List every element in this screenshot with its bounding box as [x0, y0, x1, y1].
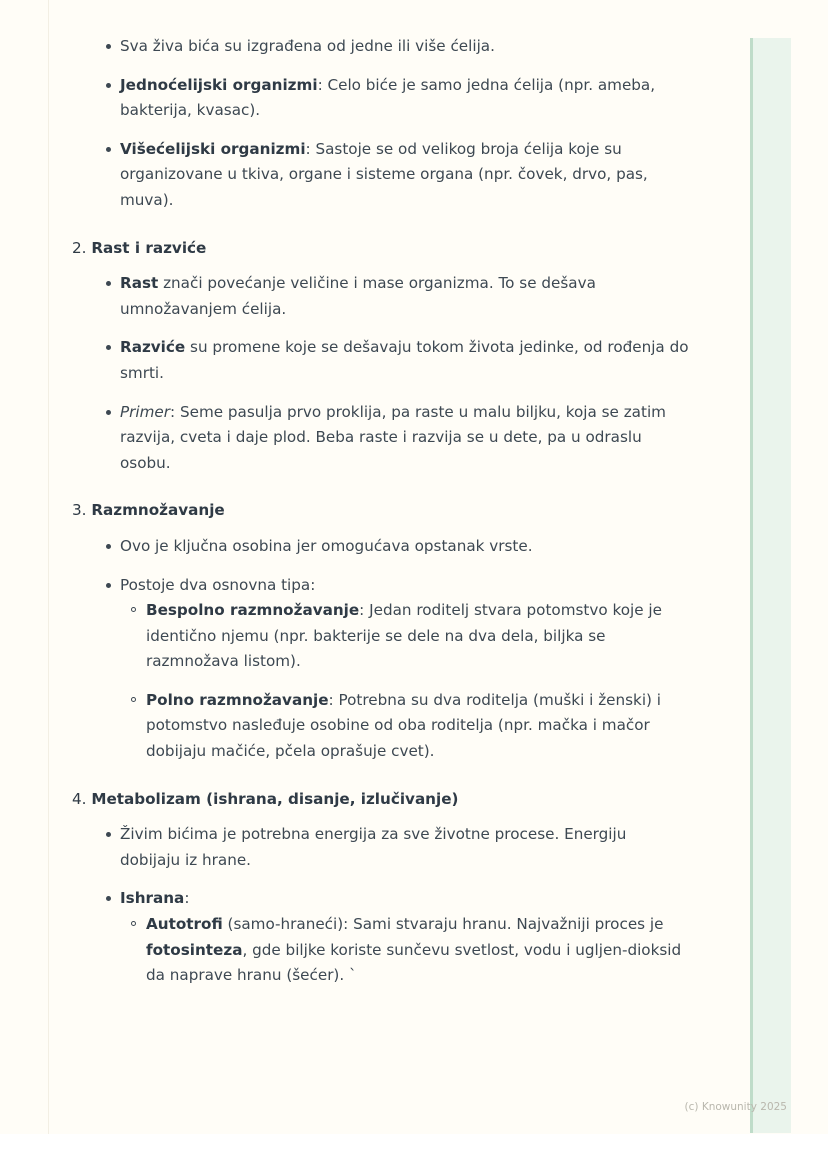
- spacer: [72, 524, 690, 534]
- list-item-lead: Primer: [120, 402, 171, 421]
- bullet-dot-icon: [106, 832, 111, 837]
- list-item-lead: Rast: [120, 274, 159, 293]
- list-item: [72, 573, 690, 765]
- list-item-body: Ovo je ključna osobina jer omogućava opstanak vrste.: [120, 536, 533, 555]
- spacer: [72, 261, 690, 271]
- bullet-dot-icon: [106, 281, 111, 286]
- footer-credit: (c) Knowunity 2025: [684, 1101, 787, 1113]
- list-item-body: : Sastoje se od velikog broja ćelija koje su organizovane u tkiva, organe i sisteme organa (npr. čovek, drvo, pas, muva).: [120, 139, 648, 209]
- section-heading-3: [72, 498, 690, 524]
- list-item-lead: Jednoćelijski organizmi: [120, 75, 318, 94]
- list-item-text: [120, 400, 690, 477]
- bullet-dot-icon: [106, 544, 111, 549]
- list-item-body: znači povećanje veličine i mase organizma. To se dešava umnožavanjem ćelija.: [120, 274, 596, 318]
- sub-list-item-text: [146, 912, 690, 989]
- list-item-lead: Višećelijski organizmi: [120, 139, 306, 158]
- list-item-lead: Ishrana: [120, 889, 185, 908]
- sub-list-item: [120, 598, 690, 675]
- list-item: [72, 400, 690, 477]
- list-item: [72, 886, 690, 988]
- list-item-body: Živim bićima je potrebna energija za sve životne procese. Energiju dobijaju iz hrane.: [120, 825, 627, 869]
- list-item-lead: Razviće: [120, 338, 186, 357]
- list-item-body: :: [184, 889, 190, 908]
- list-item-text: [120, 822, 690, 873]
- bullet-dot-icon: [106, 147, 111, 152]
- sub-list-item-lead: Polno razmnožavanje: [146, 690, 329, 709]
- accent-highlight-column-edge: [750, 38, 753, 1133]
- list-item-body: : Celo biće je samo jedna ćelija (npr. ameba, bakterija, kvasac).: [120, 75, 656, 120]
- sub-list-item-lead: Bespolno razmnožavanje: [146, 601, 360, 620]
- list-item-text: [120, 534, 690, 560]
- accent-highlight-column: [750, 38, 791, 1133]
- bullet-dot-icon: [106, 410, 111, 415]
- section-heading-4: [72, 787, 690, 813]
- list-item-body: Sva živa bića su izgrađena od jedne ili više ćelija.: [120, 37, 495, 55]
- section-4-sublist: [120, 912, 690, 989]
- section-number: 4.: [72, 789, 87, 808]
- list-item: [72, 34, 690, 60]
- list-item: [72, 335, 690, 386]
- list-item-text: [120, 886, 690, 912]
- bullet-circle-icon: [131, 921, 136, 926]
- spacer: [72, 812, 690, 822]
- list-item-body: su promene koje se dešavaju tokom života jedinke, od rođenja do smrti.: [120, 338, 689, 382]
- intro-bullet-list: [72, 34, 690, 214]
- list-item-text: [120, 34, 690, 60]
- sub-list-item-body: : Jedan roditelj stvara potomstvo koje je identično njemu (npr. bakterije se dele na dva dela, biljka se razmnožava listom).: [146, 601, 662, 671]
- section-3-list: [72, 534, 690, 765]
- bullet-dot-icon: [106, 345, 111, 350]
- bullet-circle-icon: [131, 607, 136, 612]
- sub-list-item: [120, 688, 690, 765]
- bullet-circle-icon: [131, 697, 136, 702]
- section-4-list: [72, 822, 690, 989]
- list-item: [72, 822, 690, 873]
- bullet-dot-icon: [106, 896, 111, 901]
- section-3-sublist: [120, 598, 690, 765]
- sub-list-item-lead: Autotrofi: [146, 915, 223, 934]
- sub-list-item-text: [146, 688, 690, 765]
- sub-list-item-body: : Potrebna su dva roditelja (muški i ženski) i potomstvo nasleđuje osobine od oba roditelja (npr. mačka i mačor dobijaju mačiće, pčela oprašuje cvet).: [146, 690, 662, 761]
- section-title: Metabolizam (ishrana, disanje, izlučivanje): [91, 789, 459, 808]
- section-heading-2: [72, 236, 690, 262]
- list-item-text: [120, 271, 690, 322]
- sub-list-item-body-2: , gde biljke koriste sunčevu svetlost, vodu i ugljen-dioksid da naprave hranu (šećer). `: [146, 940, 682, 985]
- list-item: [72, 73, 690, 124]
- bullet-dot-icon: [106, 83, 111, 88]
- section-number: 3.: [72, 501, 87, 520]
- list-item-body: Postoje dva osnovna tipa:: [120, 575, 316, 594]
- list-item: [72, 271, 690, 322]
- bullet-dot-icon: [106, 44, 111, 49]
- bullet-dot-icon: [106, 583, 111, 588]
- list-item: [72, 534, 690, 560]
- list-item-text: [120, 335, 690, 386]
- section-title: Rast i razviće: [91, 238, 207, 257]
- spacer: [72, 489, 690, 498]
- section-title: Razmnožavanje: [91, 501, 225, 520]
- section-number: 2.: [72, 238, 87, 257]
- list-item-body: : Seme pasulja prvo proklija, pa raste u malu biljku, koja se zatim razvija, cveta i daje plod. Beba raste i razvija se u dete, pa u odraslu osobu.: [120, 402, 666, 472]
- sub-list-item-text: [146, 598, 690, 675]
- sub-list-item-lead-2: fotosinteza: [146, 940, 243, 959]
- spacer: [72, 778, 690, 787]
- list-item-text: [120, 137, 690, 214]
- sub-list-item-body: (samo-hraneći): Sami stvaraju hranu. Najvažniji proces je: [222, 915, 664, 934]
- spacer: [72, 227, 690, 236]
- section-2-list: [72, 271, 690, 476]
- sub-list-item: [120, 912, 690, 989]
- list-item-text: [120, 573, 690, 599]
- list-item-text: [120, 73, 690, 124]
- list-item: [72, 137, 690, 214]
